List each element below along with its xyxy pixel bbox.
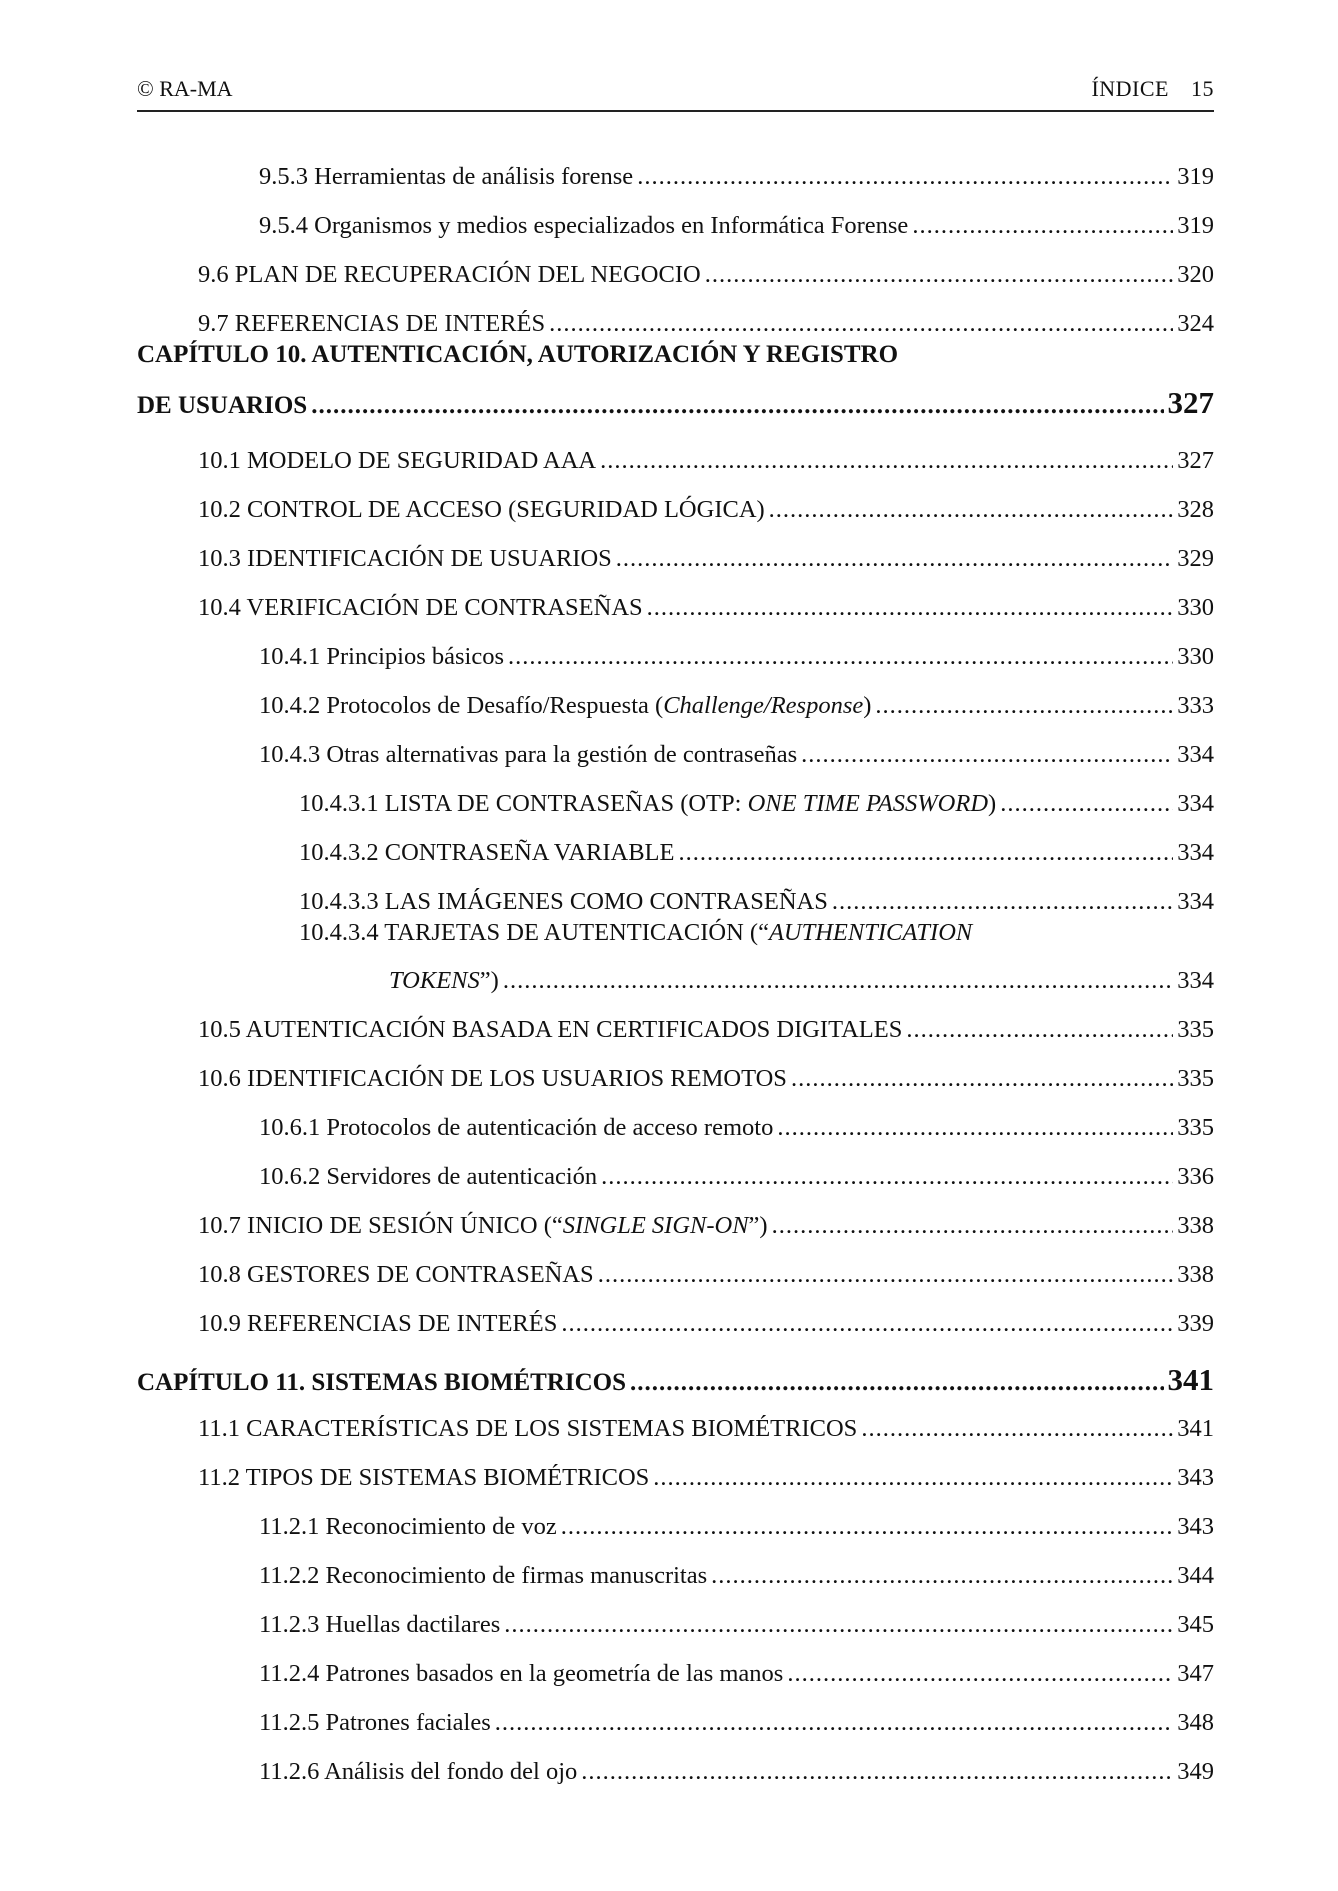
entry-page-number: 348 [1177, 1709, 1214, 1736]
toc-entry [198, 259, 1214, 291]
entry-title [198, 1308, 557, 1340]
entry-italic-text: AUTHENTICATION [768, 919, 973, 946]
toc-entry [259, 1756, 1214, 1788]
dot-leader [504, 1609, 1173, 1641]
dot-leader [912, 210, 1173, 242]
dot-leader [861, 1413, 1173, 1445]
dot-leader [508, 641, 1173, 673]
section-title: ÍNDICE [1091, 76, 1169, 101]
dot-leader [711, 1560, 1173, 1592]
entry-page-number: 334 [1177, 839, 1214, 866]
entry-text-suffix: ) [863, 692, 872, 719]
entry-page-number: 347 [1177, 1660, 1214, 1687]
dot-leader [772, 1210, 1174, 1242]
entry-text: 10.4.3.1 LISTA DE CONTRASEÑAS (OTP: [299, 790, 748, 817]
entry-page-number: 329 [1177, 545, 1214, 572]
entry-title [259, 1707, 491, 1739]
entry-title [259, 1511, 557, 1543]
entry-title [198, 1259, 594, 1291]
entry-page-number: 341 [1177, 1415, 1214, 1442]
dot-leader [581, 1756, 1173, 1788]
dot-leader [561, 1308, 1173, 1340]
dot-leader [777, 1112, 1173, 1144]
entry-page-number: 328 [1177, 496, 1214, 523]
toc-entry [198, 1210, 1214, 1242]
entry-text: 10.4.1 Principios básicos [259, 643, 504, 670]
entry-title [198, 259, 701, 291]
entry-title [198, 1014, 902, 1046]
entry-page-number: 324 [1177, 310, 1214, 337]
entry-title [198, 1063, 787, 1095]
entry-title [137, 1367, 626, 1399]
entry-title [299, 788, 996, 820]
entry-text: 10.4.3.3 LAS IMÁGENES COMO CONTRASEÑAS [299, 888, 828, 915]
entry-title [198, 592, 643, 624]
entry-text: 10.7 INICIO DE SESIÓN ÚNICO (“ [198, 1212, 563, 1239]
toc-entry [259, 1609, 1214, 1641]
entry-title [259, 739, 797, 771]
toc-entry [198, 445, 1214, 477]
entry-title [259, 1560, 707, 1592]
entry-page-number: 339 [1177, 1310, 1214, 1337]
entry-page-number: 343 [1177, 1513, 1214, 1540]
entry-text: 10.8 GESTORES DE CONTRASEÑAS [198, 1261, 594, 1288]
entry-text: 9.5.4 Organismos y medios especializados en Informática Forense [259, 212, 909, 239]
toc-entry [259, 1707, 1214, 1739]
toc-entry [259, 1161, 1214, 1193]
entry-text: 10.6.1 Protocolos de autenticación de acceso remoto [259, 1114, 774, 1141]
entry-italic-text: ONE TIME PASSWORD [747, 790, 989, 817]
toc-entry [299, 788, 1214, 820]
entry-text: 11.2.6 Análisis del fondo del ojo [259, 1758, 578, 1785]
entry-page-number: 319 [1177, 163, 1214, 190]
dot-leader [906, 1014, 1173, 1046]
entry-text: 11.2.2 Reconocimiento de firmas manuscritas [259, 1562, 708, 1589]
entry-title [389, 965, 499, 997]
toc-entry [259, 1560, 1214, 1592]
toc-entry [198, 1063, 1214, 1095]
toc-entry [198, 1462, 1214, 1494]
toc-entry [259, 690, 1214, 722]
entry-text: DE USUARIOS [137, 392, 308, 419]
entry-text: 11.2.4 Patrones basados en la geometría de las manos [259, 1660, 784, 1687]
toc-entry [259, 1112, 1214, 1144]
toc-entry [198, 543, 1214, 575]
entry-text: 10.6.2 Servidores de autenticación [259, 1163, 598, 1190]
entry-text: 10.3 IDENTIFICACIÓN DE USUARIOS [198, 545, 612, 572]
entry-text: 11.2 TIPOS DE SISTEMAS BIOMÉTRICOS [198, 1464, 650, 1491]
toc-entry [259, 210, 1214, 242]
entry-page-number: 327 [1177, 447, 1214, 474]
dot-leader [561, 1511, 1173, 1543]
entry-text: 10.6 IDENTIFICACIÓN DE LOS USUARIOS REMOTOS [198, 1065, 787, 1092]
toc-entry [389, 965, 1214, 997]
entry-italic-text: TOKENS [389, 967, 480, 994]
page-number: 15 [1191, 76, 1214, 101]
chapter-title-line [137, 339, 898, 371]
chapter-entry [137, 1364, 1214, 1399]
entry-text: 9.7 REFERENCIAS DE INTERÉS [198, 310, 546, 337]
toc-entry [198, 592, 1214, 624]
entry-text-suffix: ”) [479, 967, 499, 994]
entry-text: 11.2.5 Patrones faciales [259, 1709, 491, 1736]
entry-page-number: 327 [1167, 385, 1214, 420]
dot-leader [637, 161, 1173, 193]
toc-entry [299, 837, 1214, 869]
entry-title [198, 494, 765, 526]
toc-entry [259, 641, 1214, 673]
entry-page-number: 334 [1177, 790, 1214, 817]
dot-leader [832, 886, 1173, 918]
entry-page-number: 338 [1177, 1212, 1214, 1239]
entry-page-number: 335 [1177, 1016, 1214, 1043]
entry-title [259, 210, 908, 242]
entry-text: 10.9 REFERENCIAS DE INTERÉS [198, 1310, 558, 1337]
entry-title [198, 1210, 768, 1242]
toc-entry [198, 308, 1214, 340]
entry-text: 10.5 AUTENTICACIÓN BASADA EN CERTIFICADOS DIGITALES [198, 1016, 903, 1043]
chapter-entry [137, 387, 1214, 422]
entry-page-number: 336 [1177, 1163, 1214, 1190]
entry-page-number: 349 [1177, 1758, 1214, 1785]
entry-page-number: 344 [1177, 1562, 1214, 1589]
entry-page-number: 330 [1177, 594, 1214, 621]
entry-page-number: 338 [1177, 1261, 1214, 1288]
entry-title [259, 1658, 783, 1690]
toc-entry [259, 1658, 1214, 1690]
entry-text: 10.4.3.4 TARJETAS DE AUTENTICACIÓN (“ [299, 919, 769, 946]
dot-leader [601, 1161, 1173, 1193]
dot-leader [630, 1367, 1163, 1399]
entry-title [198, 1413, 857, 1445]
toc-entry [259, 1511, 1214, 1543]
dot-leader [653, 1462, 1173, 1494]
entry-text: CAPÍTULO 11. SISTEMAS BIOMÉTRICOS [137, 1369, 627, 1396]
entry-text-suffix: ) [988, 790, 997, 817]
dot-leader [705, 259, 1174, 291]
entry-page-number: 345 [1177, 1611, 1214, 1638]
dot-leader [600, 445, 1173, 477]
entry-text: 10.1 MODELO DE SEGURIDAD AAA [198, 447, 597, 474]
entry-text: 11.1 CARACTERÍSTICAS DE LOS SISTEMAS BIOMÉTRICOS [198, 1415, 858, 1442]
entry-title [259, 641, 504, 673]
dot-leader [1000, 788, 1173, 820]
entry-title [198, 445, 596, 477]
toc-entry [259, 739, 1214, 771]
dot-leader [787, 1658, 1173, 1690]
entry-italic-text: SINGLE SIGN-ON [562, 1212, 749, 1239]
entry-italic-text: Challenge/Response [663, 692, 864, 719]
entry-title [259, 1756, 577, 1788]
entry-text: 9.6 PLAN DE RECUPERACIÓN DEL NEGOCIO [198, 261, 701, 288]
toc-entry [299, 886, 1214, 918]
entry-text: CAPÍTULO 10. AUTENTICACIÓN, AUTORIZACIÓN Y REGISTRO [137, 341, 899, 368]
toc-entry [198, 1413, 1214, 1445]
entry-title [198, 543, 612, 575]
publisher-label: © RA-MA [137, 76, 233, 101]
toc-entry [259, 161, 1214, 193]
entry-text: 11.2.3 Huellas dactilares [259, 1611, 501, 1638]
entry-title [259, 690, 871, 722]
entry-title [299, 886, 828, 918]
entry-page-number: 341 [1167, 1362, 1214, 1397]
entry-title [259, 1609, 500, 1641]
toc-entry [198, 1014, 1214, 1046]
entry-page-number: 334 [1177, 888, 1214, 915]
entry-title [299, 837, 674, 869]
entry-page-number: 330 [1177, 643, 1214, 670]
entry-page-number: 333 [1177, 692, 1214, 719]
entry-title [259, 1112, 773, 1144]
entry-title [259, 1161, 597, 1193]
entry-text: 10.4.2 Protocolos de Desafío/Respuesta ( [259, 692, 664, 719]
entry-page-number: 335 [1177, 1065, 1214, 1092]
entry-text: 10.4 VERIFICACIÓN DE CONTRASEÑAS [198, 594, 643, 621]
entry-text-suffix: ”) [748, 1212, 768, 1239]
dot-leader [801, 739, 1173, 771]
toc-entry [198, 494, 1214, 526]
dot-leader [791, 1063, 1173, 1095]
entry-text: 11.2.1 Reconocimiento de voz [259, 1513, 557, 1540]
dot-leader [598, 1259, 1174, 1291]
entry-page-number: 320 [1177, 261, 1214, 288]
entry-text: 10.4.3.2 CONTRASEÑA VARIABLE [299, 839, 675, 866]
entry-text: 10.2 CONTROL DE ACCESO (SEGURIDAD LÓGICA) [198, 496, 765, 523]
dot-leader [769, 494, 1174, 526]
entry-page-number: 335 [1177, 1114, 1214, 1141]
entry-title [259, 161, 633, 193]
dot-leader [495, 1707, 1173, 1739]
entry-text: 10.4.3 Otras alternativas para la gestión de contraseñas [259, 741, 798, 768]
entry-text: 9.5.3 Herramientas de análisis forense [259, 163, 634, 190]
toc-entry [198, 1308, 1214, 1340]
dot-leader [616, 543, 1173, 575]
entry-title [137, 390, 307, 422]
entry-page-number: 334 [1177, 741, 1214, 768]
dot-leader [647, 592, 1174, 624]
dot-leader [678, 837, 1173, 869]
dot-leader [875, 690, 1173, 722]
dot-leader [503, 965, 1173, 997]
entry-page-number: 343 [1177, 1464, 1214, 1491]
dot-leader [549, 308, 1173, 340]
entry-title [198, 1462, 649, 1494]
toc-entry-line [299, 917, 972, 949]
entry-page-number: 319 [1177, 212, 1214, 239]
dot-leader [311, 390, 1163, 422]
toc-entry [198, 1259, 1214, 1291]
entry-page-number: 334 [1177, 967, 1214, 994]
entry-title [198, 308, 545, 340]
